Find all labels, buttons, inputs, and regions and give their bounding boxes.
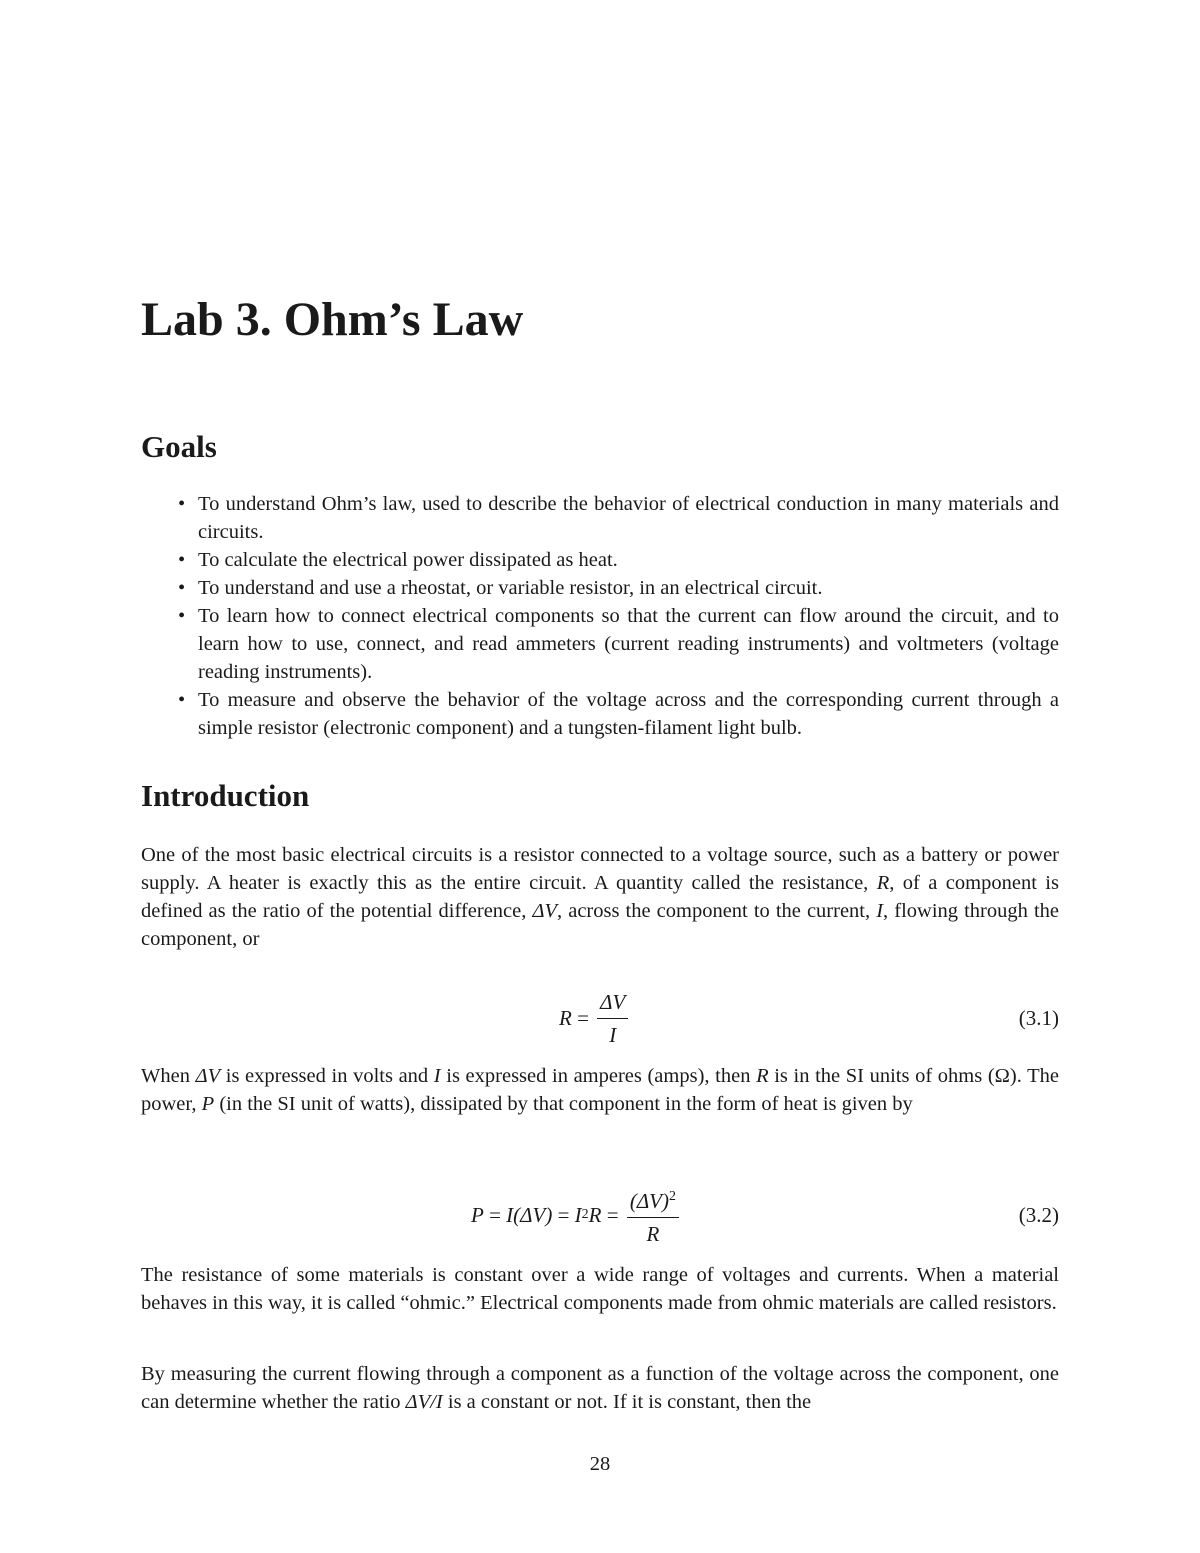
fraction xyxy=(597,988,628,1049)
text-run: , across the component to the current, xyxy=(557,900,877,922)
fraction-denominator: R xyxy=(646,1221,660,1246)
introduction-heading: Introduction xyxy=(141,778,310,813)
equals-sign: = xyxy=(483,1202,507,1227)
equation-body xyxy=(471,1180,682,1250)
text-run: By measuring the current flowing through a component as a function of the voltage across the component, one can determine whether the ratio xyxy=(141,1363,1059,1413)
intro-paragraph-1 xyxy=(141,841,1059,953)
equals-sign: = xyxy=(601,1202,624,1227)
equation-body xyxy=(559,983,631,1053)
goals-heading: Goals xyxy=(141,429,217,464)
fraction xyxy=(627,1183,679,1248)
bullet-icon: • xyxy=(178,549,186,571)
text-run: When xyxy=(141,1065,196,1087)
goal-item xyxy=(141,546,1059,574)
intro-paragraph-3: The resistance of some materials is constant over a wide range of voltages and currents. When a material behaves in this way, it is called “ohmic.” Electrical components made from ohmic materials are called resistors. xyxy=(141,1264,1059,1314)
math-symbol: I xyxy=(876,900,884,922)
math-symbol: P xyxy=(471,1202,484,1227)
chapter-title: Lab 3. Ohm’s Law xyxy=(141,293,524,346)
goal-text: To measure and observe the behavior of the voltage across and the corresponding current through a simple resistor (electronic component) and a tungsten-filament light bulb. xyxy=(198,689,1059,739)
bullet-icon: • xyxy=(178,577,186,599)
exponent: 2 xyxy=(581,1207,589,1222)
equals-sign: = xyxy=(552,1202,575,1227)
math-symbol: R xyxy=(588,1202,602,1227)
text-run: is expressed in amperes (amps), then xyxy=(440,1065,757,1087)
text-run: is expressed in volts and xyxy=(220,1065,434,1087)
text-run: is in the SI units of ohms (Ω). The power, xyxy=(141,1065,1059,1115)
equation-number: (3.2) xyxy=(1018,1202,1059,1227)
math-symbol: I xyxy=(574,1202,582,1227)
text-run: , flowing through the component, or xyxy=(141,900,1059,950)
goal-item xyxy=(141,490,1059,546)
goals-list xyxy=(141,490,1059,742)
goal-text: To understand and use a rheostat, or variable resistor, in an electrical circuit. xyxy=(198,577,823,599)
fraction-denominator: I xyxy=(609,1022,617,1047)
text-run: is a constant or not. If it is constant, then the xyxy=(442,1391,812,1413)
math-symbol: (ΔV) xyxy=(629,1188,669,1213)
goal-text: To calculate the electrical power dissipated as heat. xyxy=(198,549,618,571)
math-symbol: R xyxy=(559,1005,572,1030)
math-symbol: ΔV xyxy=(195,1065,221,1087)
math-symbol: I xyxy=(506,1202,514,1227)
equation-number: (3.1) xyxy=(1018,1005,1059,1030)
goal-text: To learn how to connect electrical components so that the current can flow around the circuit, and to learn how to use, connect, and read ammeters (current reading instruments) and voltmeters (voltage reading instruments). xyxy=(198,605,1059,683)
intro-paragraph-4 xyxy=(141,1360,1059,1416)
math-symbol: I xyxy=(433,1065,441,1087)
equation-3-1 xyxy=(141,983,1059,1053)
goal-text: To understand Ohm’s law, used to describe the behavior of electrical conduction in many materials and circuits. xyxy=(198,493,1059,543)
fraction-numerator: ΔV xyxy=(597,988,628,1019)
equation-3-2 xyxy=(141,1180,1059,1250)
bullet-icon: • xyxy=(178,493,186,515)
goal-item xyxy=(141,602,1059,686)
math-symbol: (ΔV) xyxy=(513,1202,553,1227)
math-symbol: ΔV/I xyxy=(405,1391,443,1413)
goal-item xyxy=(141,574,1059,602)
exponent: 2 xyxy=(668,1188,676,1204)
intro-paragraph-2 xyxy=(141,1062,1059,1118)
math-symbol: ΔV xyxy=(532,900,558,922)
fraction-numerator xyxy=(627,1183,679,1218)
math-symbol: P xyxy=(201,1093,215,1115)
page-number: 28 xyxy=(589,1453,611,1475)
equals-sign: = xyxy=(571,1005,595,1030)
bullet-icon: • xyxy=(178,689,186,711)
math-symbol: R xyxy=(756,1065,769,1087)
text-run: One of the most basic electrical circuits is a resistor connected to a voltage source, such as a battery or power supply. A heater is exactly this as the entire circuit. A quantity called the resistance, xyxy=(141,844,1059,894)
document-page xyxy=(141,0,1059,1553)
goal-item xyxy=(141,686,1059,742)
text-run: (in the SI unit of watts), dissipated by that component in the form of heat is given by xyxy=(214,1093,913,1115)
text-run: , of a component is defined as the ratio of the potential difference, xyxy=(141,872,1059,922)
bullet-icon: • xyxy=(178,605,186,627)
math-symbol: R xyxy=(876,872,890,894)
